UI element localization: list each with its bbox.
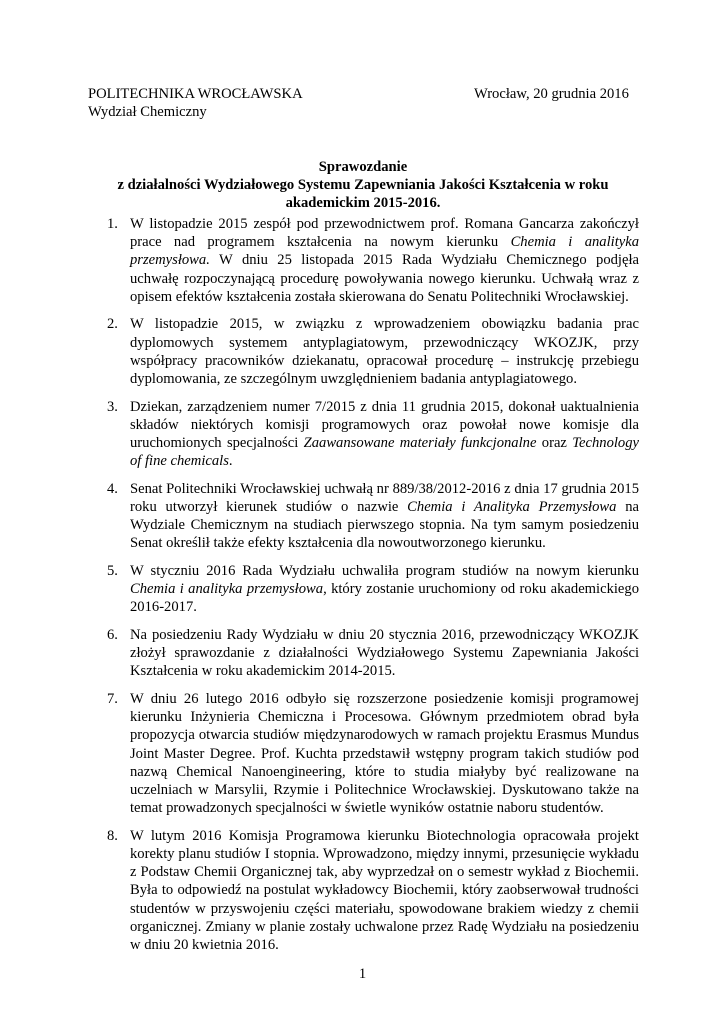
title-line-3: akademickim 2015-2016. xyxy=(285,195,441,212)
item-number: 4. xyxy=(107,480,118,497)
list-item xyxy=(88,690,639,817)
document-title xyxy=(88,158,638,213)
item-number: 2. xyxy=(107,316,118,333)
list-item xyxy=(88,827,639,954)
place-date: Wrocław, 20 grudnia 2016 xyxy=(474,86,629,102)
item-number: 3. xyxy=(107,398,118,415)
item-text: Senat Politechniki Wrocławskiej uchwałą nr 889/38/2012-2016 z dnia 17 grudnia 2015 roku utworzył kierunek studiów o nazwie xyxy=(130,480,639,516)
item-number: 1. xyxy=(107,216,118,232)
item-text: . xyxy=(228,453,233,470)
report-items-list xyxy=(88,215,639,964)
item-text: W listopadzie 2015, w związku z wprowadzeniem obowiązku badania prac dyplomowych systemem antyplagiatowym, przewodniczący WKOZJK, przy współpracy pracowników dziekanatu, opracował procedurę – instrukcję przebiegu dyplomowania, ze szczególnym uwzględnieniem badania antyplagiatowego. xyxy=(130,316,639,388)
item-number: 6. xyxy=(107,627,118,644)
page-number: 1 xyxy=(358,966,367,982)
item-text: , który zostanie uruchomiony od roku akademickiego 2016-2017. xyxy=(130,581,639,616)
item-text-italic: Chemia i analityka przemysłowa xyxy=(130,581,324,598)
list-item xyxy=(88,315,639,388)
item-text: Dziekan, zarządzeniem numer 7/2015 z dnia 11 grudnia 2015, dokonał uaktualnienia składów niektórych komisji programowych oraz powołał nowe komisje dla uruchomionych specjalności xyxy=(130,398,639,452)
list-item xyxy=(88,398,639,471)
item-number: 5. xyxy=(107,563,118,580)
item-text-italic: Chemia i analityka przemysłowa. xyxy=(130,234,639,269)
item-text-italic: Technology of fine chemicals xyxy=(130,435,639,470)
item-text: Na posiedzeniu Rady Wydziału w dniu 20 stycznia 2016, przewodniczący WKOZJK złożył sprawozdanie z działalności Wydziałowego Systemu Zapewniania Jakości Kształcenia w roku akademickim 2014-2015. xyxy=(130,627,639,680)
list-item xyxy=(88,562,639,617)
list-item xyxy=(88,480,639,553)
item-text: W dniu 26 lutego 2016 odbyło się rozszerzone posiedzenie komisji programowej kierunku Inżynieria Chemiczna i Procesowa. Głównym przedmiotem obrad była propozycja otwarcia studiów międzynarodowych w ramach projektu Erasmus Mundus Joint Master Degree. Prof. Kuchta przedstawił wstępny program takich studiów pod nazwą Chemical Nanoengineering, które to studia miałyby być realizowane na uczelniach w Marsylii, Rzymie i Politechnice Wrocławskiej. Dyskutowano także na temat prowadzonych specjalności w świetle wyników ostatnie naboru studentów. xyxy=(130,691,639,817)
institution-name: POLITECHNIKA WROCŁAWSKA xyxy=(88,86,303,102)
item-text: oraz xyxy=(536,435,573,452)
item-text: W lutym 2016 Komisja Programowa kierunku Biotechnologia opracowała projekt korekty planu studiów I stopnia. Wprowadzono, między innymi, przesunięcie wykładu z Podstaw Chemii Organicznej tak, aby wyprzedzał on o semestr wykład z Biochemii. Była to odpowiedź na postulat wykładowcy Biochemii, który zaobserwował trudności studentów w przyswojeniu części materiału, spowodowane brakiem wiedzy z chemii organicznej. Zmiany w planie zostały uchwalone przez Radę Wydziału na posiedzeniu w dniu 20 kwietnia 2016. xyxy=(130,827,639,954)
title-line-2: z działalności Wydziałowego Systemu Zapewniania Jakości Kształcenia w roku xyxy=(117,177,609,194)
list-item xyxy=(88,215,639,306)
item-text: na Wydziale Chemicznym na studiach pierwszego stopnia. Na tym samym posiedzeniu Senat określił także efekty kształcenia dla nowoutworzonego kierunku. xyxy=(130,499,639,552)
list-item xyxy=(88,626,639,681)
item-text: W listopadzie 2015 zespół pod przewodnictwem prof. Romana Gancarza zakończył prace nad programem kształcenia na nowym kierunku xyxy=(130,216,639,251)
title-line-1: Sprawozdanie xyxy=(318,159,408,175)
item-text: W dniu 25 listopada 2015 Rada Wydziału Chemicznego podjęła uchwałę rozpoczynającą procedurę powoływania nowego kierunku. Uchwałą wraz z opisem efektów kształcenia została skierowana do Senatu Politechniki Wrocławskiej. xyxy=(130,252,639,305)
item-text: W styczniu 2016 Rada Wydziału uchwaliła program studiów na nowym kierunku xyxy=(130,563,639,580)
header-left xyxy=(88,85,303,121)
item-number: 7. xyxy=(107,691,118,708)
item-text-italic: Chemia i Analityka Przemysłowa xyxy=(407,499,617,516)
item-text-italic: Zaawansowane materiały funkcjonalne xyxy=(303,435,537,452)
item-number: 8. xyxy=(107,827,118,844)
faculty-name: Wydział Chemiczny xyxy=(88,104,207,121)
